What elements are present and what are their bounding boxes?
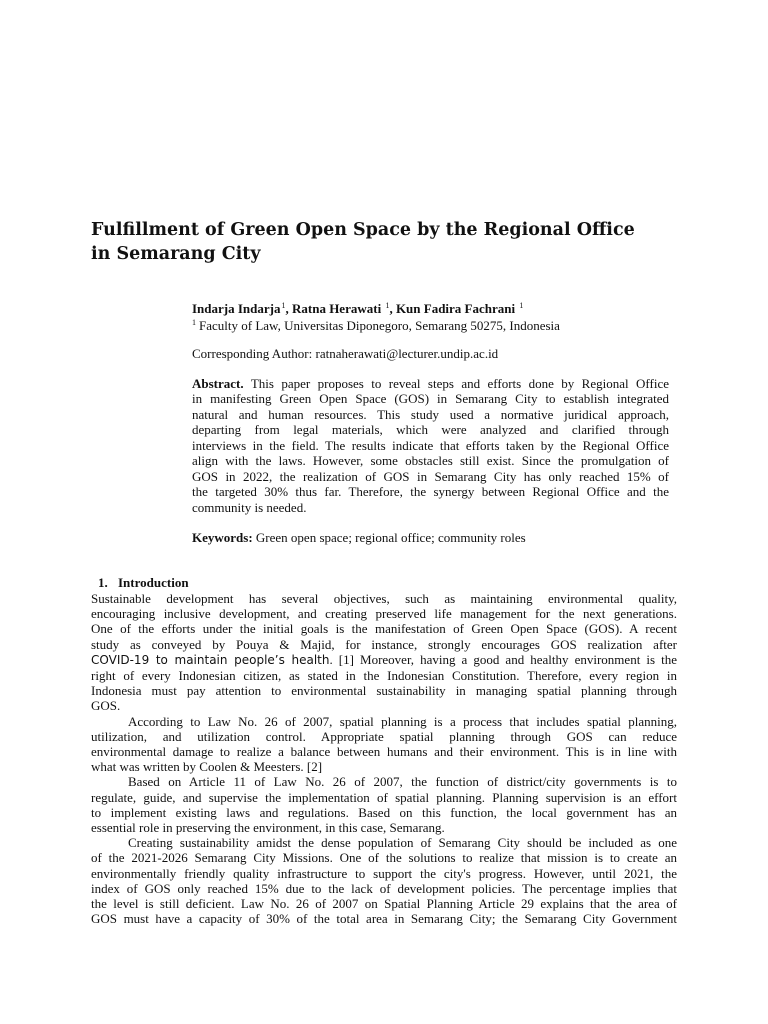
paper-title-line-2: in Semarang City (91, 244, 261, 264)
citation-phrase: COVID-19 to maintain people’s health (91, 652, 330, 667)
abstract-label: Abstract. (192, 376, 244, 391)
paper-title (91, 218, 691, 266)
body-text (91, 591, 677, 926)
body-line: study as conveyed by Pouya & Majid, for instance, strongly encourages GOS realization after (91, 636, 677, 652)
paragraph-2 (91, 714, 677, 775)
author-1: Indarja Indarja (192, 301, 281, 316)
body-line: environmental damage to realize a balance between humans and their environment. This is in line with (91, 744, 677, 760)
abstract-line: departing from legal materials, which were analyzed and clarified through (192, 422, 669, 438)
affiliation-text: Faculty of Law, Universitas Diponegoro, Semarang 50275, Indonesia (199, 318, 560, 333)
body-line: of the 2021-2026 Semarang City Missions. One of the solutions to realize that mission is to create an (91, 850, 677, 866)
body-line: Sustainable development has several objectives, such as maintaining environmental quality, (91, 591, 677, 606)
body-line: Indonesia must pay attention to environmental sustainability in managing spatial planning through (91, 683, 677, 699)
paper-title-line-1: Fulfillment of Green Open Space by the Regional Office (91, 220, 635, 240)
body-line-rest: . [1] Moreover, having a good and healthy environment is the (329, 651, 677, 667)
abstract-line: community is needed. (192, 499, 307, 515)
body-line: Based on Article 11 of Law No. 26 of 2007, the function of district/city governments is to (128, 774, 677, 790)
abstract-text: This paper proposes to reveal steps and efforts done by Regional Office (243, 376, 669, 391)
body-line: GOS must have a capacity of 30% of the total area in Semarang City; the Semarang City Government (91, 911, 677, 927)
body-line: the level is still deficient. Law No. 26 of 2007 on Spatial Planning Article 29 explains that the area of (91, 896, 677, 912)
abstract-line: GOS in 2022, the realization of GOS in Semarang City has only reached 15% of (192, 468, 669, 484)
paragraph-3 (91, 774, 677, 835)
abstract-line: interviews in the field. The results indicate that efforts taken by the Regional Office (192, 437, 669, 453)
body-line (91, 652, 677, 668)
section-title: Introduction (118, 575, 189, 590)
author-separator: , (285, 301, 292, 316)
abstract-line: in manifesting Green Open Space (GOS) in Semarang City to establish integrated (192, 391, 669, 407)
keywords-text: Green open space; regional office; community roles (252, 530, 526, 545)
affiliation-marker: 1 (385, 301, 390, 310)
body-line: index of GOS only reached 15% due to the lack of development policies. The percentage implies that (91, 880, 677, 896)
section-heading (98, 575, 189, 591)
body-line: what was written by Coolen & Meesters. [2] (91, 759, 323, 775)
paragraph-1 (91, 591, 677, 714)
author-separator: , (389, 301, 396, 316)
body-line: regulate, guide, and supervise the implementation of spatial planning. Planning supervision is an effort (91, 789, 677, 805)
section-number: 1. (98, 575, 108, 590)
author-2: Ratna Herawati (292, 301, 382, 316)
abstract-line (192, 376, 669, 391)
corresponding-author: Corresponding Author: ratnaherawati@lecturer.undip.ac.id (192, 346, 499, 361)
keywords-label: Keywords: (192, 530, 253, 545)
keywords (192, 529, 526, 546)
body-line: utilization, and utilization control. Appropriate spatial planning through GOS can reduce (91, 728, 677, 744)
body-line: encouraging inclusive development, and creating preserved life management for the next generations. (91, 606, 677, 622)
paragraph-4 (91, 835, 677, 926)
body-line: to implement existing laws and regulations. Based on this function, the local government has an (91, 804, 677, 820)
affiliation-marker: 1 (281, 301, 286, 310)
abstract-line: natural and human resources. This study used a normative juridical approach, (192, 406, 669, 422)
abstract (192, 376, 669, 515)
abstract-line: the targeted 30% thus far. Therefore, the synergy between Regional Office and the (192, 484, 669, 500)
abstract-line: align with the laws. However, some obstacles still exist. Since the promulgation of (192, 453, 669, 469)
author-3: Kun Fadira Fachrani (395, 301, 516, 316)
affiliation-number: 1 (192, 318, 196, 327)
body-line: According to Law No. 26 of 2007, spatial planning is a process that includes spatial planning, (128, 713, 677, 729)
body-line: GOS. (91, 698, 121, 714)
body-line: One of the efforts under the initial goals is the manifestation of Green Open Space (GOS). A recent (91, 621, 677, 637)
body-line: essential role in preserving the environment, in this case, Semarang. (91, 820, 445, 836)
body-line: environmentally friendly quality infrastructure to support the city's progress. However, until 2021, the (91, 865, 677, 881)
affiliation (192, 314, 560, 334)
body-line: right of every Indonesian citizen, as stated in the Indonesian Constitution. Therefore, every region in (91, 668, 677, 684)
body-line: Creating sustainability amidst the dense population of Semarang City should be included as one (128, 835, 677, 851)
affiliation-marker: 1 (519, 301, 524, 310)
